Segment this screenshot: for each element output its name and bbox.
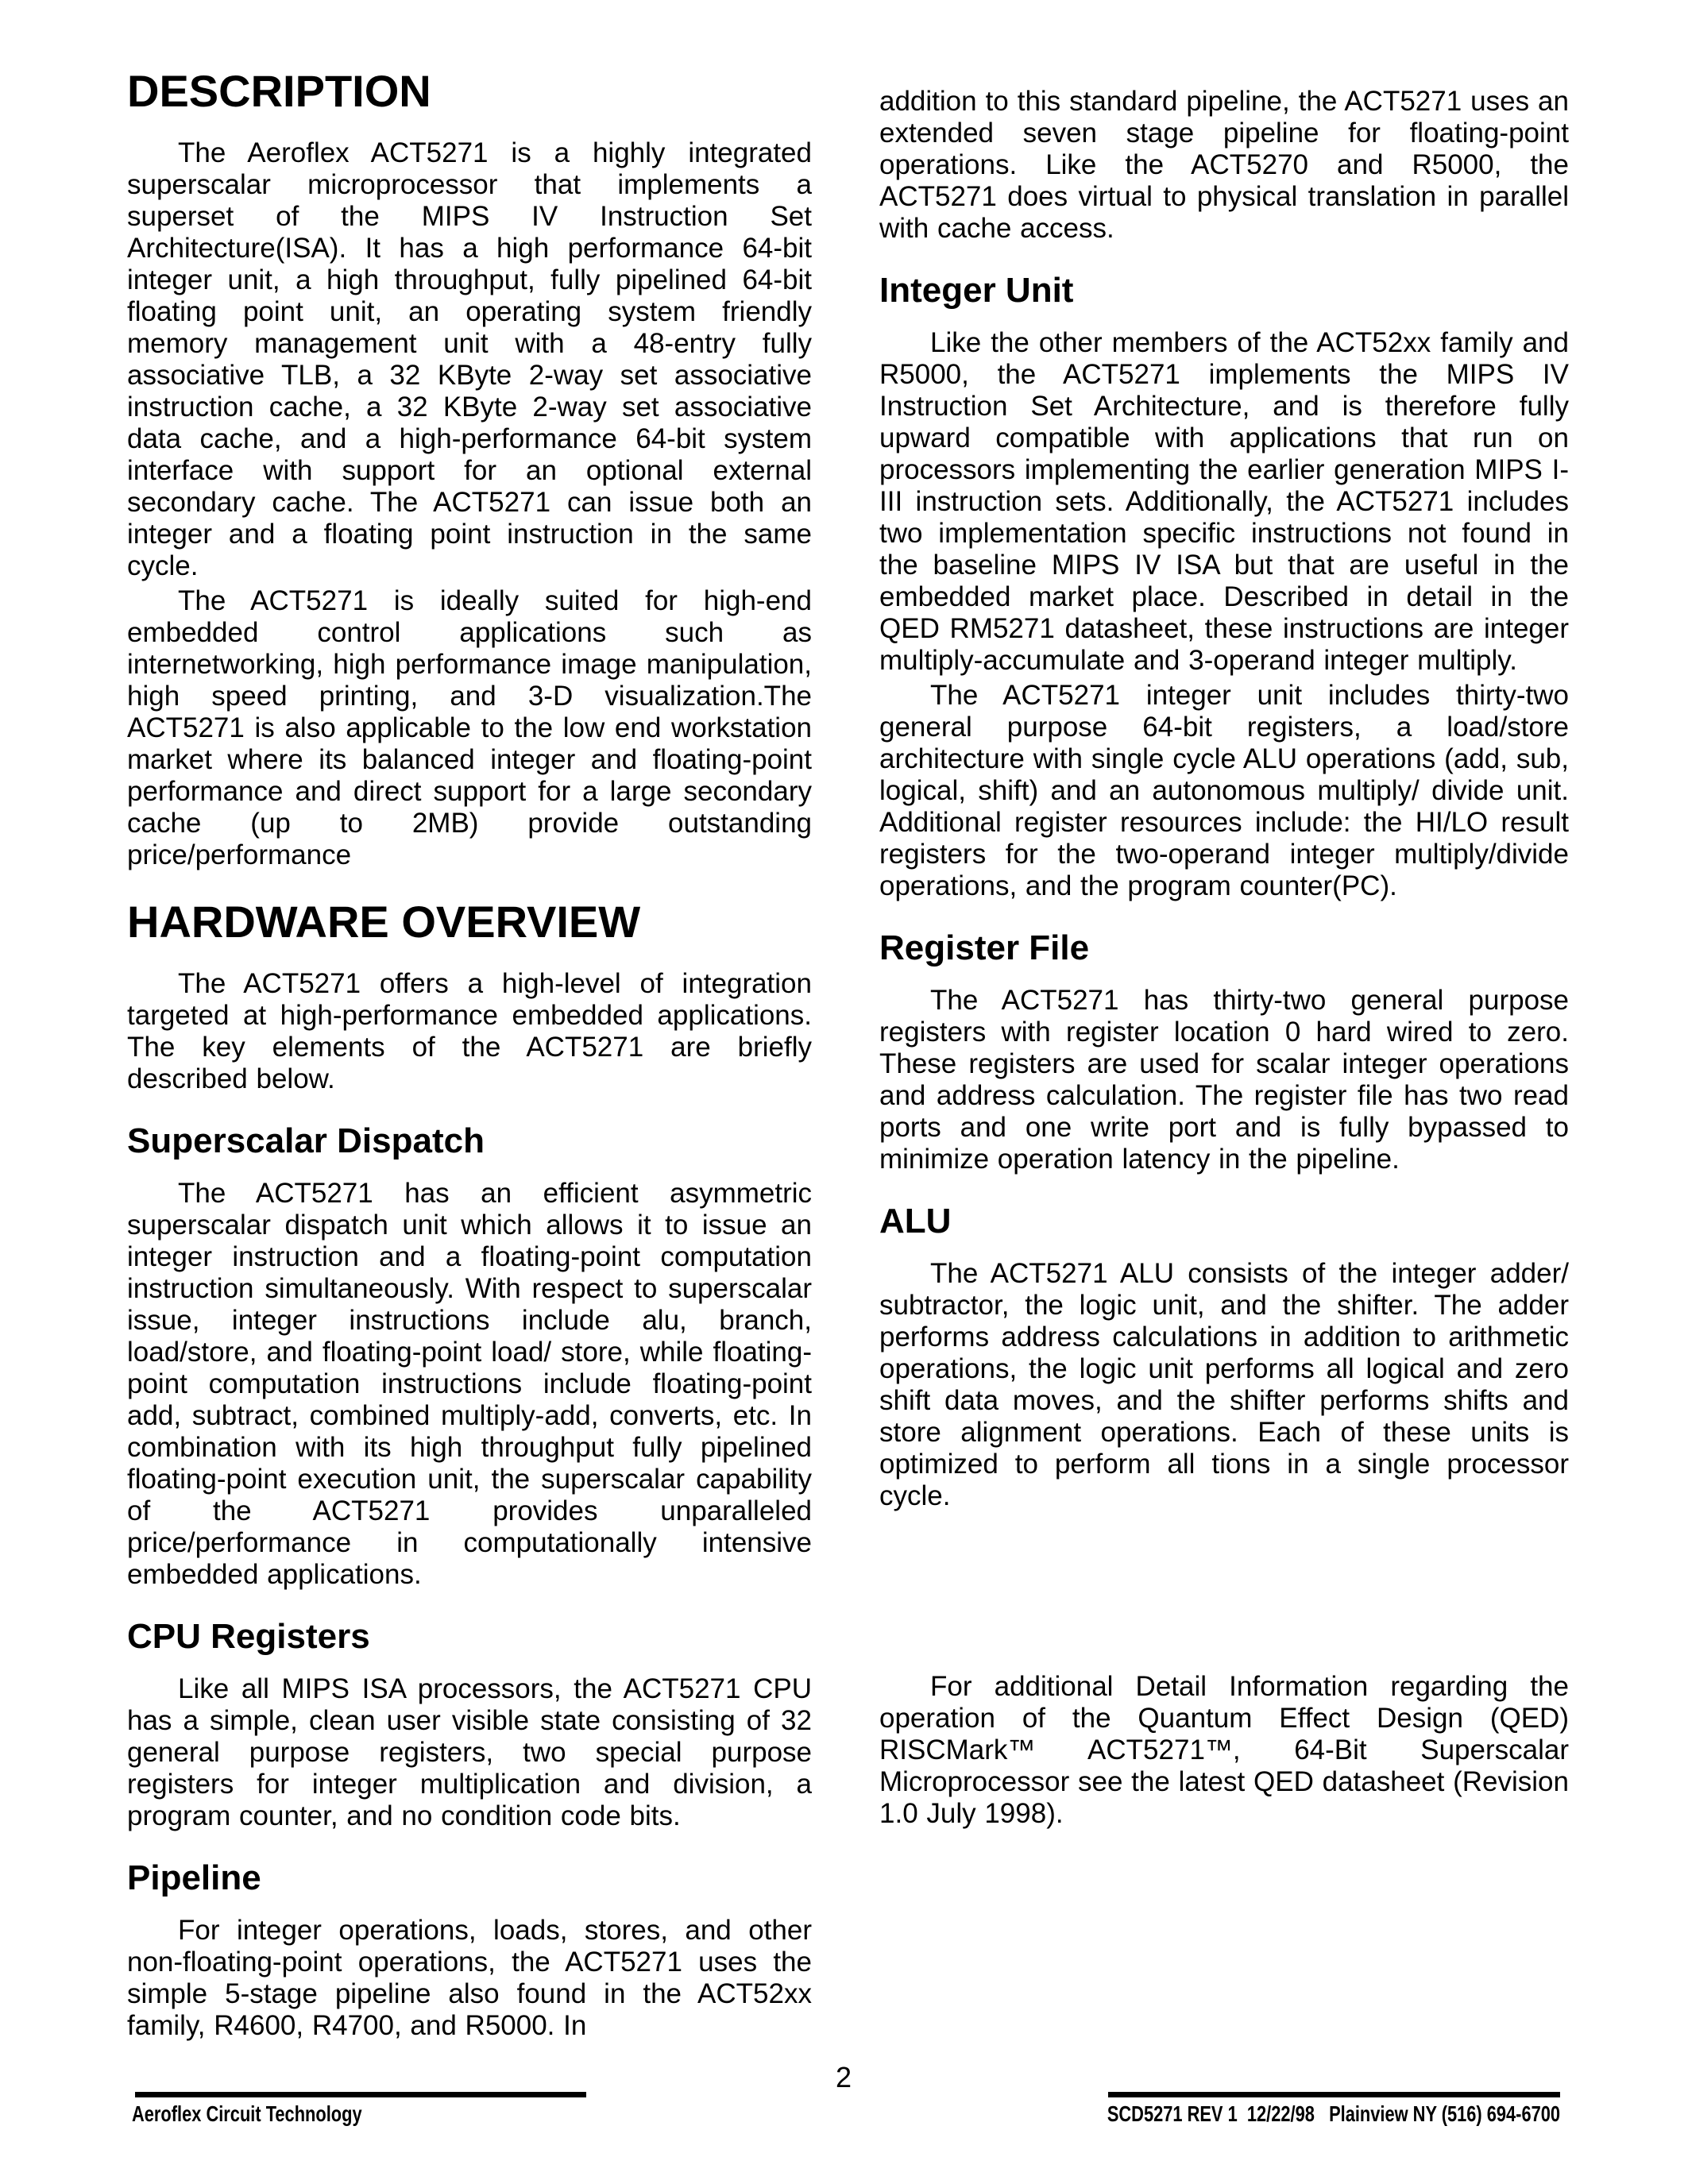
paragraph: The ACT5271 offers a high-level of integration targeted at high-performance embedded applications. The key elements of the ACT5271 are briefly described below. [127, 968, 812, 1094]
page-number: 2 [835, 2061, 852, 2093]
right-column [879, 86, 1569, 1833]
paragraph: Like the other members of the ACT52xx family and R5000, the ACT5271 implements the MIPS IV Instruction Set Architecture, and is therefore fully upward compatible with applications that run on processors implementing the earlier generation MIPS I-III instruction sets. Additionally, the ACT5271 includes two implementation specific instructions not found in the baseline MIPS IV ISA but that are useful in the embedded market place. Described in detail in the QED RM5271 datasheet, these instructions are integer multiply-accumulate and 3-operand integer multiply. [879, 327, 1569, 676]
footer-rule-left [135, 2092, 586, 2097]
paragraph: The ACT5271 ALU consists of the integer adder/ subtractor, the logic unit, and the shifter. The adder performs address calculations in addition to arithmetic operations, the logic unit performs all logical and zero shift data moves, and the shifter performs shifts and store alignment operations. Each of these units is optimized to perform all tions in a single processor cycle. [879, 1258, 1569, 1511]
paragraph: The ACT5271 has an efficient asymmetric superscalar dispatch unit which allows it to issue an integer instruction and a floating-point computation instruction simultaneously. With respect to superscalar issue, integer instructions include alu, branch, load/store, and floating-point load/ store, while floating-point computation instructions include floating-point add, subtract, combined multiply-add, converts, etc. In combination with its high throughput fully pipelined floating-point execution unit, the superscalar capability of the ACT5271 provides unparalleled price/performance in computationally intensive embedded applications. [127, 1178, 812, 1590]
subsection-heading: Register File [879, 928, 1090, 967]
footer-company: Aeroflex Circuit Technology [132, 2101, 362, 2126]
subsection-heading: Superscalar Dispatch [127, 1121, 485, 1160]
left-column [127, 68, 812, 2045]
paragraph: For integer operations, loads, stores, and other non-floating-point operations, the ACT5271 uses the simple 5-stage pipeline also found in the ACT52xx family, R4600, R4700, and R5000. In [127, 1915, 812, 2041]
subsection-heading: Integer Unit [879, 271, 1074, 310]
paragraph: The ACT5271 is ideally suited for high-end embedded control applications such as internetworking, high performance image manipulation, high speed printing, and 3-D visualization.The ACT5271 is also applicable to the low end workstation market where its balanced integer and floating-point performance and direct support for a large secondary cache (up to 2MB) provide outstanding price/performance [127, 585, 812, 870]
paragraph: Like all MIPS ISA processors, the ACT5271 CPU has a simple, clean user visible state consisting of 32 general purpose registers, two special purpose registers for integer multiplication and division, a program counter, and no condition code bits. [127, 1673, 812, 1831]
paragraph: The ACT5271 has thirty-two general purpose registers with register location 0 hard wired to zero. These registers are used for scalar integer operations and address calculation. The register file has two read ports and one write port and is fully bypassed to minimize operation latency in the pipeline. [879, 985, 1569, 1175]
footer-doc-ref: SCD5271 REV 1 12/22/98 Plainview NY (516) 694-6700 [1107, 2101, 1560, 2126]
footer-rule-right [1108, 2092, 1560, 2097]
paragraph: The ACT5271 integer unit includes thirty-two general purpose 64-bit registers, a load/store architecture with single cycle ALU operations (add, sub, logical, shift) and an autonomous multiply/ divide unit. Additional register resources include: the HI/LO result registers for the two-operand integer multiply/divide operations, and the program counter(PC). [879, 680, 1569, 901]
subsection-heading: Pipeline [127, 1858, 261, 1897]
subsection-heading: ALU [879, 1202, 952, 1241]
paragraph: For additional Detail Information regarding the operation of the Quantum Effect Design (QED) RISCMark™ ACT5271™, 64-Bit Superscalar Microprocessor see the latest QED datasheet (Revision 1.0 July 1998). [879, 1671, 1569, 1829]
paragraph: addition to this standard pipeline, the ACT5271 uses an extended seven stage pipeline for floating-point operations. Like the ACT5270 and R5000, the ACT5271 does virtual to physical translation in parallel with cache access. [879, 86, 1569, 244]
section-heading: DESCRIPTION [127, 66, 431, 116]
subsection-heading: CPU Registers [127, 1617, 370, 1656]
section-heading: HARDWARE OVERVIEW [127, 897, 641, 947]
paragraph: The Aeroflex ACT5271 is a highly integrated superscalar microprocessor that implements a superset of the MIPS IV Instruction Set Architecture(ISA). It has a high performance 64-bit integer unit, a high throughput, fully pipelined 64-bit floating point unit, an operating system friendly memory management unit with a 48-entry fully associative TLB, a 32 KByte 2-way set associative instruction cache, a 32 KByte 2-way set associative data cache, and a high-performance 64-bit system interface with support for an optional external secondary cache. The ACT5271 can issue both an integer and a floating point instruction in the same cycle. [127, 137, 812, 581]
